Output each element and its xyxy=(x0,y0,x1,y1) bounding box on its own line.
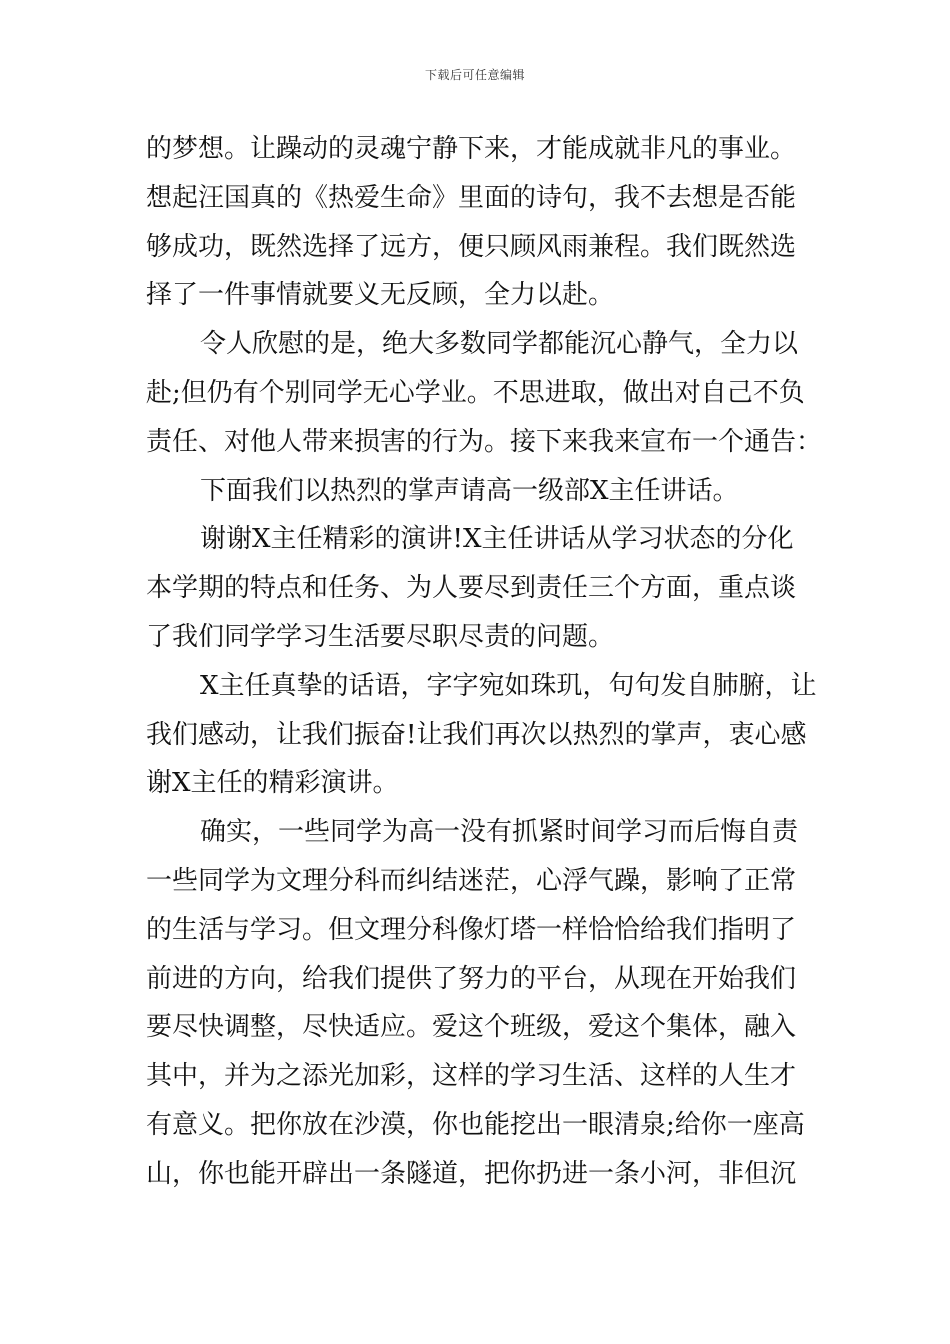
text-line: 的梦想。让躁动的灵魂宁静下来，才能成就非凡的事业。 xyxy=(146,134,797,164)
text-line: 想起汪国真的《热爱生命》里面的诗句，我不去想是否能 xyxy=(146,182,797,213)
text-line: 一些同学为文理分科而纠结迷茫，心浮气躁，影响了正常 xyxy=(146,865,797,896)
text-line: 要尽快调整，尽快适应。爱这个班级，爱这个集体，融入 xyxy=(146,1012,797,1043)
text-line: 下面我们以热烈的掌声请高一级部X主任讲话。 xyxy=(200,475,739,506)
text-line: 令人欣慰的是，绝大多数同学都能沉心静气，全力以 xyxy=(200,329,799,360)
text-line: 谢X主任的精彩演讲。 xyxy=(146,768,399,799)
text-line: 了我们同学学习生活要尽职尽责的问题。 xyxy=(146,621,615,652)
paragraph xyxy=(146,515,808,661)
page-header: 下载后可任意编辑 xyxy=(424,68,525,82)
text-line: 择了一件事情就要义无反顾，全力以赴。 xyxy=(146,280,615,311)
text-line: 山，你也能开辟出一条隧道，把你扔进一条小河，非但沉 xyxy=(146,1158,797,1189)
text-line: 赴;但仍有个别同学无心学业。不思进取，做出对自己不负 xyxy=(146,377,805,408)
text-line: 谢谢X主任精彩的演讲!X主任讲话从学习状态的分化 xyxy=(200,524,794,555)
paragraph xyxy=(146,467,808,516)
text-line: 本学期的特点和任务、为人要尽到责任三个方面，重点谈 xyxy=(146,573,797,604)
text-line: 的生活与学习。但文理分科像灯塔一样恰恰给我们指明了 xyxy=(146,914,797,945)
text-line: 确实，一些同学为高一没有抓紧时间学习而后悔自责 xyxy=(200,817,799,848)
text-line: 我们感动，让我们振奋!让我们再次以热烈的掌声，衷心感 xyxy=(146,719,807,750)
paragraph xyxy=(146,125,808,320)
paragraph xyxy=(146,662,817,808)
text-line: 其中，并为之添光加彩，这样的学习生活、这样的人生才 xyxy=(146,1061,797,1092)
text-line: 有意义。把你放在沙漠，你也能挖出一眼清泉;给你一座高 xyxy=(146,1109,805,1140)
document-body xyxy=(146,125,823,1199)
text-line: 够成功，既然选择了远方，便只顾风雨兼程。我们既然选 xyxy=(146,231,797,262)
text-line: X主任真挚的话语，字字宛如珠玑，句句发自肺腑，让 xyxy=(200,670,817,701)
paragraph xyxy=(146,808,808,1198)
paragraph xyxy=(146,320,823,466)
text-line: 责任、对他人带来损害的行为。接下来我来宣布一个通告： xyxy=(146,426,823,457)
text-line: 前进的方向，给我们提供了努力的平台，从现在开始我们 xyxy=(146,963,797,994)
